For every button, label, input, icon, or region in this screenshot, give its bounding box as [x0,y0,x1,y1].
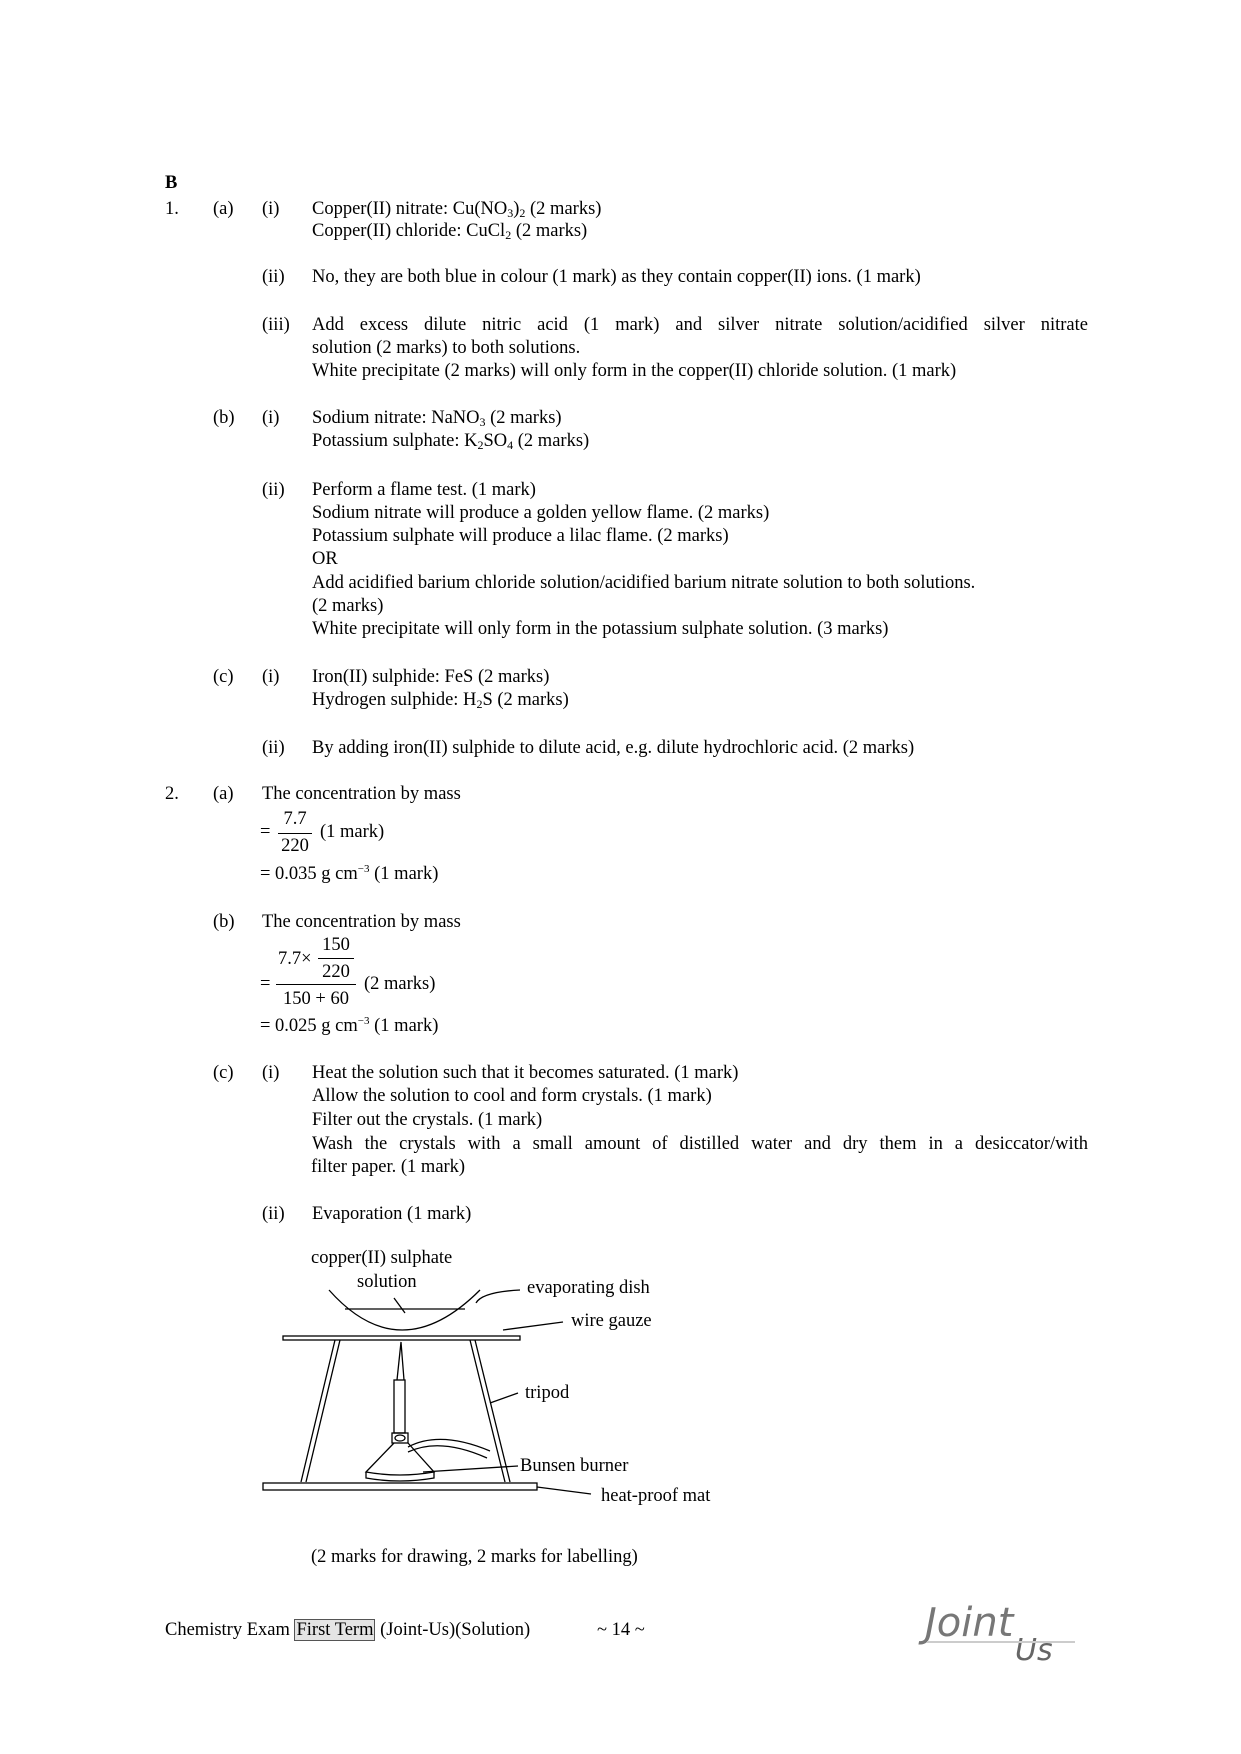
svg-text:Joint: Joint [925,1600,1014,1646]
label-solution-line1: copper(II) sulphate [311,1248,453,1268]
q1aii-label: (ii) [262,267,285,287]
q2b-heading: The concentration by mass [262,912,461,932]
q1aiii-label: (iii) [262,315,290,335]
q1cii-label: (ii) [262,738,285,758]
label-wire-gauze: wire gauze [571,1311,652,1331]
q1aiii-line2: solution (2 marks) to both solutions. [312,338,581,358]
q2ci-line: Allow the solution to cool and form crystals. (1 mark) [312,1086,712,1106]
q1bii-label: (ii) [262,480,285,500]
label-bunsen-burner: Bunsen burner [520,1456,629,1476]
q2a-denominator: 220 [281,836,309,856]
tripod-right-leg [470,1340,510,1482]
gas-hose [408,1439,490,1458]
q1ci-line1: Iron(II) sulphide: FeS (2 marks) [312,667,550,687]
svg-text:Us: Us [1015,1633,1053,1668]
q1b-label: (b) [213,408,235,428]
q2b-label: (b) [213,912,235,932]
q2a-mark: (1 mark) [320,822,385,842]
q2ci-line: Heat the solution such that it becomes saturated. (1 mark) [312,1063,739,1083]
q1bii-line: Perform a flame test. (1 mark) [312,480,536,500]
q2b-result: = 0.025 g $cm^{-3}$ (1 mark) [260,1015,439,1036]
q1aiii-line3: White precipitate (2 marks) will only form in the copper(II) chloride solution. (1 mark) [312,361,957,381]
diagram-caption: (2 marks for drawing, 2 marks for labelling) [311,1547,638,1567]
q2cii-text: Evaporation (1 mark) [312,1204,472,1224]
q2b-mark: (2 marks) [364,974,436,994]
q1bii-line: Add acidified barium chloride solution/acidified barium nitrate solution to both solutions. [312,573,976,593]
q2ci-line: Filter out the crystals. (1 mark) [312,1110,543,1130]
first-term-field[interactable]: First Term [296,1620,374,1640]
jointus-logo [915,1598,1085,1668]
flame [397,1342,404,1380]
q2b-equals: = [260,974,271,994]
q1bii-line: Sodium nitrate will produce a golden yellow flame. (2 marks) [312,503,770,523]
page-number: ~ 14 ~ [597,1620,645,1640]
burner-base [366,1443,434,1481]
q1cii-text: By adding iron(II) sulphide to dilute acid, e.g. dilute hydrochloric acid. (2 marks) [312,738,915,758]
q1bii-line: White precipitate will only form in the potassium sulphate solution. (3 marks) [312,619,889,639]
q2a-result: = 0.035 g $cm^{-3}$ (1 mark) [260,863,439,884]
q1ai-line1: Copper(II) nitrate: $Cu(NO_3)_2$ (2 marks) [312,199,602,220]
q1bi-label: (i) [262,408,280,428]
q1ci-label: (i) [262,667,280,687]
section-heading: B [165,173,178,193]
label-heat-proof-mat: heat-proof mat [601,1486,711,1506]
evaporating-dish [329,1290,480,1330]
q1ai-label: (i) [262,199,280,219]
footer-title: Chemistry Exam First Term (Joint-Us)(Solution) [165,1620,531,1640]
q2-number: 2. [165,784,179,804]
q1ci-line2: Hydrogen sulphide: $H_2S$ (2 marks) [312,690,569,711]
tripod-left-leg [301,1340,340,1482]
q2ci-label: (i) [262,1063,280,1083]
q2b-inner-numerator: 150 [322,935,350,955]
wire-gauze [283,1336,520,1340]
q1bii-line: OR [312,549,338,569]
label-solution-line2: solution [357,1272,417,1292]
q1ai-line2: Copper(II) chloride: CuCl$_2$ (2 marks) [312,221,588,242]
q1aii-text: No, they are both blue in colour (1 mark) as they contain copper(II) ions. (1 mark) [312,267,921,287]
q2a-label: (a) [213,784,234,804]
q2ci-line: filter paper. (1 mark) [311,1157,466,1177]
q2a-heading: The concentration by mass [262,784,461,804]
q1aiii-line1: Add excess dilute nitric acid (1 mark) and silver nitrate solution/acidified silver nitrate [312,315,1088,335]
q1bii-line: (2 marks) [312,596,384,616]
q2b-denominator: 150 + 60 [283,989,349,1009]
q1-number: 1. [165,199,179,219]
q1bi-line1: Sodium nitrate: NaNO$_3$ (2 marks) [312,408,562,429]
q2a-numerator: 7.7 [283,809,307,829]
q2b-multiplier: 7.7× [278,949,312,969]
burner-tube [394,1380,405,1433]
q2b-inner-denominator: 220 [322,962,350,982]
q2cii-label: (ii) [262,1204,285,1224]
q1a-label: (a) [213,199,234,219]
q2ci-line: Wash the crystals with a small amount of distilled water and dry them in a desiccator/with [312,1134,1088,1154]
label-tripod: tripod [525,1383,570,1403]
q1bi-line2: Potassium sulphate: $K_2SO_4$ (2 marks) [312,431,590,452]
q1bii-line: Potassium sulphate will produce a lilac flame. (2 marks) [312,526,729,546]
q1c-label: (c) [213,667,234,687]
q2c-label: (c) [213,1063,234,1083]
q2a-equals: = [260,822,271,842]
heat-proof-mat [263,1483,537,1490]
label-evaporating-dish: evaporating dish [527,1278,650,1298]
